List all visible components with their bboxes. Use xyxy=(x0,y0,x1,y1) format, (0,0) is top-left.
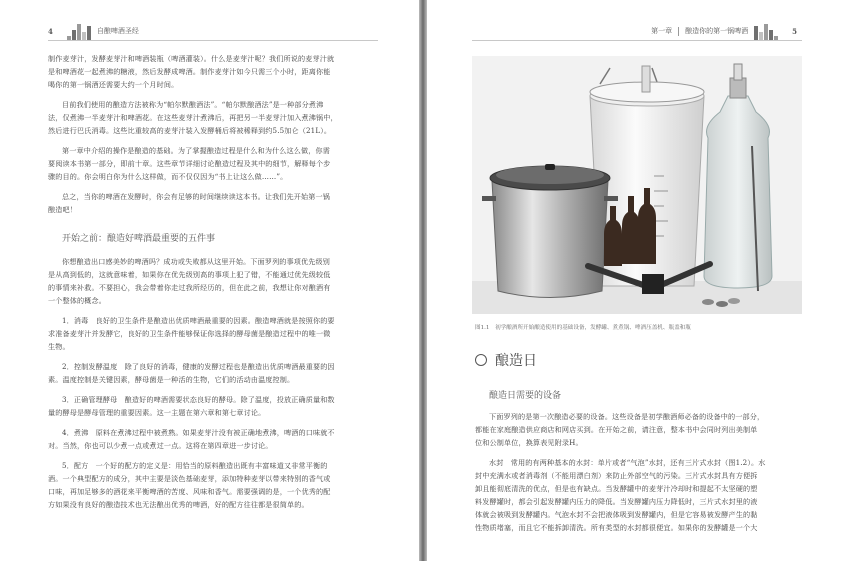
left-intro-line-5: 然后进行巴氏消毒。这些比重较高的麦芽汁装入发酵桶后将被稀释到约5.5加仑（21L）。 xyxy=(48,126,332,135)
left-section-heading: 开始之前：酿造好啤酒最重要的五件事 xyxy=(62,234,216,244)
right-line-2: 位和公制单位，换算表见附录H。 xyxy=(475,438,583,447)
chapter-title: 酿造你的第一锅啤酒 xyxy=(685,27,749,35)
left-section-line-0: 你想酿造出口感美妙的啤酒吗？成功或失败都从这里开始。下面罗列的事项优先级别 xyxy=(62,257,331,266)
left-intro-line-3: 目前我们使用的酿造方法被称为“帕尔默酿酒法”。“帕尔默酿酒法”是一种部分煮沸 xyxy=(62,100,324,109)
header-decoration-bars xyxy=(67,22,91,40)
left-section-line-4: 1．消毒 良好的卫生条件是酿造出优质啤酒最重要的因素。酿造啤酒就是按照你的要 xyxy=(62,316,335,325)
left-header-title: 自酿啤酒圣经 xyxy=(96,27,139,35)
left-section-line-11: 4．煮沸 原料在煮沸过程中被煮熟。如果麦芽汁没有被正确地煮沸，啤酒的口味就不 xyxy=(62,428,335,437)
left-intro-line-4: 法，仅煮沸一半麦芽汁和啤酒花。在这些麦芽汁煮沸后，再把另一半麦芽汁加入煮沸锅中， xyxy=(48,113,338,122)
subsection-title: 酿造日需要的设备 xyxy=(489,391,562,401)
left-section-line-8: 素。温度控制是关键因素，酵母菌是一种活的生物，它们的活动由温度控制。 xyxy=(48,375,295,384)
left-section-line-6: 生物。 xyxy=(48,342,70,351)
right-header-rule xyxy=(472,40,802,41)
circle-bullet-icon xyxy=(475,354,487,366)
book-gutter xyxy=(419,0,427,561)
left-intro-line-0: 制作麦芽汁，发酵麦芽汁和啤酒装瓶（啤酒灌装）。什么是麦芽汁呢？我们所说的麦芽汁就 xyxy=(48,54,335,63)
left-intro-line-6: 第一章中介绍的操作是酿造的基础。为了掌握酿造过程是什么和为什么这么做，你需 xyxy=(62,146,331,155)
left-intro-line-1: 是和啤酒花一起煮沸的糖液，然后发酵成啤酒。制作麦芽汁如今只需三个小时，距离你能 xyxy=(48,67,331,76)
right-line-5: 卸且能彻底清洗的优点，但是也有缺点。当发酵罐中的麦芽汁冷却时和提起不太坚硬的塑 xyxy=(475,484,758,493)
left-section-line-15: 口味，再加足够多的酒花来平衡啤酒的苦度、风味和香气。需要强调的是，一个优秀的配 xyxy=(48,487,331,496)
left-section-line-12: 对。当然，你也可以少煮一点或煮过一点。这将在第四章进一步讨论。 xyxy=(48,441,273,450)
chapter-label: 第一章 xyxy=(651,27,673,35)
right-line-7: 体就会被吸到发酵罐内。气泡水封不会把液体吸到发酵罐内，但是它容易被发酵产生的黏 xyxy=(475,510,758,519)
left-intro-line-7: 要阅读本书第一部分，即前十章。这些章节详细讨论酿造过程及其中的细节，解释每个步 xyxy=(48,159,331,168)
left-intro-line-10: 酿造吧！ xyxy=(48,205,77,214)
left-section-line-5: 求准备麦芽汁并发酵它，良好的卫生条件能够保证你选择的酵母菌是酿造过程中的唯一微 xyxy=(48,329,331,338)
left-intro-line-9: 总之，当你的啤酒在发酵时，你会有足够的时间继续读这本书。让我们先开始第一锅 xyxy=(62,192,331,201)
left-section-line-3: 一个整体的概念。 xyxy=(48,296,106,305)
right-line-1: 都能在家庭酿造供应商店和网店买到。在开始之前，请注意，整本书中会同时列出美制单 xyxy=(475,425,758,434)
left-header-rule xyxy=(48,40,378,41)
left-section-line-2: 的事情来补救。不要担心，我会带着你走过我所经历的，但在此之前，我想让你对酿酒有 xyxy=(48,283,331,292)
right-line-6: 料发酵罐时，都会引起发酵罐内压力的降低。当发酵罐内压力降低时，三片式水封里的液 xyxy=(475,497,758,506)
section-title-text: 酿造日 xyxy=(495,353,537,369)
left-page-number: 4 xyxy=(48,26,53,36)
right-page xyxy=(427,0,847,561)
right-line-3: 水封 常用的有两种基本的水封：单片或者“气泡”水封，还有三片式水封（图1.2）。水 xyxy=(489,458,766,467)
left-intro-line-8: 骤的目的。你会明白你为什么这样做，而不仅仅因为“书上让这么做……”。 xyxy=(48,172,288,181)
left-intro-line-2: 喝你的第一锅酒还需要大约一个月时间。 xyxy=(48,80,179,89)
left-section-line-7: 2．控制发酵温度 除了良好的消毒，健康的发酵过程也是酿造出优质啤酒最重要的因 xyxy=(62,362,335,371)
left-section-line-10: 量的酵母是酵母管理的重要因素。这一主题在第六章和第七章讨论。 xyxy=(48,408,266,417)
left-section-line-13: 5．配方 一个好的配方的定义是：用恰当的原料酿造出既有丰富味道又非常平衡的 xyxy=(62,461,328,470)
left-section-line-14: 酒。一个典型配方的成分，其中主要是淡色基础麦芽，添加特种麦芽以带来特别的香气或 xyxy=(48,474,331,483)
left-section-line-9: 3．正确管理酵母 酿造好的啤酒需要状态良好的酵母。除了温度，投放正确质量和数 xyxy=(62,395,335,404)
left-section-line-16: 方如果没有良好的酿造技术也无法酿出优秀的啤酒，好的配方往往都是很简单的。 xyxy=(48,500,309,509)
right-page-number: 5 xyxy=(792,26,797,36)
right-line-8: 性物质堵塞，而且它不能拆卸清洗。所有类型的水封都很便宜。如果你的发酵罐是一个大 xyxy=(475,523,758,532)
right-line-0: 下面罗列的是第一次酿造必要的设备。这些设备是初学酿酒师必备的设备中的一部分， xyxy=(489,412,765,421)
header-decoration-bars xyxy=(754,22,778,40)
section-title xyxy=(475,350,537,370)
figure-caption: 图1.1 初学酿酒所开始酿造使用的基础设备，发酵罐、煮煮锅、啤酒压盖机、瓶盖和瓶 xyxy=(475,325,691,331)
left-header xyxy=(48,22,139,40)
right-header xyxy=(651,22,797,40)
right-line-4: 封中充满水或者消毒剂（不能用漂白剂）来防止外部空气的污染。三片式水封具有方便拆 xyxy=(475,471,758,480)
left-section-line-1: 是从高到低的，这就意味着，如果你在优先级别高的事项上犯了错，不能通过优先级较低 xyxy=(48,270,331,279)
left-page xyxy=(0,0,419,561)
brewing-equipment-photo xyxy=(472,56,802,314)
